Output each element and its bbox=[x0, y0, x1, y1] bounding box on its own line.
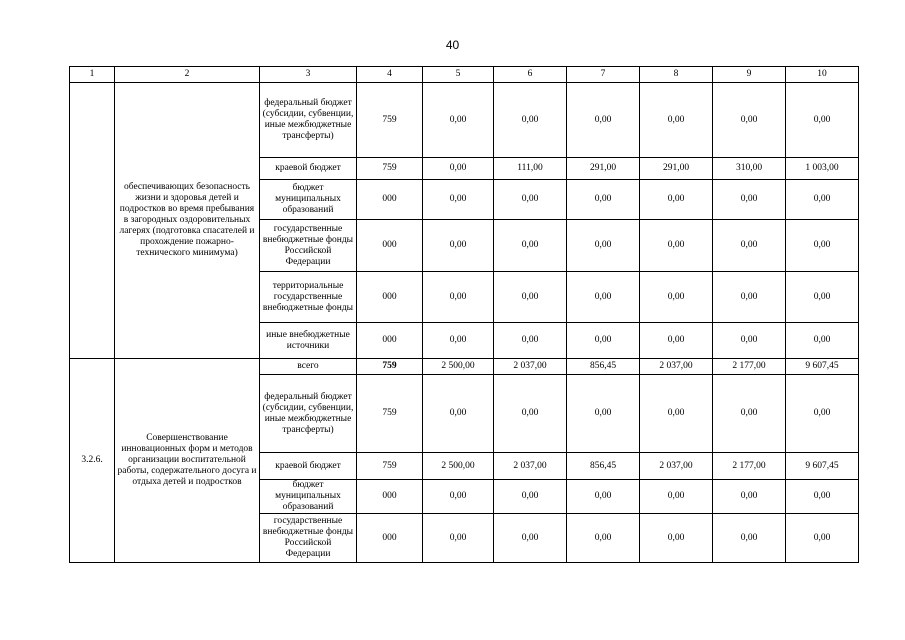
value-cell-v7: 0,00 bbox=[567, 220, 640, 272]
kbk-code: 000 bbox=[357, 514, 423, 563]
kbk-code: 000 bbox=[357, 180, 423, 220]
value-cell-v7: 0,00 bbox=[567, 180, 640, 220]
value-cell-v10: 0,00 bbox=[786, 480, 859, 514]
kbk-code: 000 bbox=[357, 480, 423, 514]
item-name: Совершенствование инновационных форм и методов организации воспитательной работы, содержательного досуга и отдыха детей и подростков bbox=[115, 359, 260, 563]
value-cell-v7: 0,00 bbox=[567, 375, 640, 453]
value-cell-v8: 0,00 bbox=[640, 514, 713, 563]
value-cell-v6: 0,00 bbox=[494, 480, 567, 514]
funding-source: бюджет муниципальных образований bbox=[260, 180, 357, 220]
funding-source: федеральный бюджет (субсидии, субвенции, иные межбюджетные трансферты) bbox=[260, 375, 357, 453]
col-header-1: 1 bbox=[70, 67, 115, 83]
value-cell-v9: 0,00 bbox=[713, 514, 786, 563]
header-row bbox=[70, 67, 859, 83]
funding-source: бюджет муниципальных образований bbox=[260, 480, 357, 514]
item-code: 3.2.6. bbox=[70, 359, 115, 563]
value-cell-v5: 0,00 bbox=[423, 323, 494, 359]
value-cell-v5: 2 500,00 bbox=[423, 359, 494, 375]
value-cell-v9: 0,00 bbox=[713, 323, 786, 359]
budget-table bbox=[69, 66, 859, 563]
value-cell-v8: 2 037,00 bbox=[640, 359, 713, 375]
kbk-code: 759 bbox=[357, 83, 423, 158]
value-cell-v5: 0,00 bbox=[423, 220, 494, 272]
value-cell-v6: 0,00 bbox=[494, 220, 567, 272]
funding-source: краевой бюджет bbox=[260, 158, 357, 180]
col-header-7: 7 bbox=[567, 67, 640, 83]
value-cell-v7: 0,00 bbox=[567, 272, 640, 323]
value-cell-v6: 0,00 bbox=[494, 180, 567, 220]
funding-source: федеральный бюджет (субсидии, субвенции, иные межбюджетные трансферты) bbox=[260, 83, 357, 158]
value-cell-v10: 0,00 bbox=[786, 514, 859, 563]
col-header-3: 3 bbox=[260, 67, 357, 83]
value-cell-v9: 0,00 bbox=[713, 480, 786, 514]
value-cell-v7: 0,00 bbox=[567, 514, 640, 563]
value-cell-v5: 0,00 bbox=[423, 375, 494, 453]
value-cell-v7: 291,00 bbox=[567, 158, 640, 180]
value-cell-v10: 0,00 bbox=[786, 375, 859, 453]
value-cell-v9: 2 177,00 bbox=[713, 453, 786, 480]
table-row bbox=[70, 83, 859, 158]
funding-source: иные внебюджетные источники bbox=[260, 323, 357, 359]
col-header-4: 4 bbox=[357, 67, 423, 83]
value-cell-v10: 0,00 bbox=[786, 220, 859, 272]
value-cell-v10: 9 607,45 bbox=[786, 359, 859, 375]
item-code bbox=[70, 83, 115, 359]
value-cell-v5: 0,00 bbox=[423, 158, 494, 180]
value-cell-v9: 0,00 bbox=[713, 272, 786, 323]
value-cell-v5: 0,00 bbox=[423, 83, 494, 158]
value-cell-v5: 0,00 bbox=[423, 272, 494, 323]
table-body bbox=[70, 83, 859, 563]
value-cell-v10: 0,00 bbox=[786, 180, 859, 220]
value-cell-v6: 0,00 bbox=[494, 514, 567, 563]
kbk-code: 759 bbox=[357, 453, 423, 480]
value-cell-v8: 0,00 bbox=[640, 220, 713, 272]
value-cell-v9: 2 177,00 bbox=[713, 359, 786, 375]
col-header-5: 5 bbox=[423, 67, 494, 83]
kbk-code: 000 bbox=[357, 220, 423, 272]
value-cell-v8: 0,00 bbox=[640, 272, 713, 323]
col-header-8: 8 bbox=[640, 67, 713, 83]
value-cell-v7: 856,45 bbox=[567, 359, 640, 375]
value-cell-v10: 0,00 bbox=[786, 272, 859, 323]
value-cell-v9: 310,00 bbox=[713, 158, 786, 180]
item-name: обеспечивающих безопасность жизни и здоровья детей и подростков во время пребывания в загородных оздоровительных лагерях (подготовка спасателей и прохождение пожарно-технического минимума) bbox=[115, 83, 260, 359]
kbk-code: 000 bbox=[357, 272, 423, 323]
value-cell-v8: 0,00 bbox=[640, 83, 713, 158]
value-cell-v5: 0,00 bbox=[423, 180, 494, 220]
value-cell-v10: 0,00 bbox=[786, 323, 859, 359]
value-cell-v8: 291,00 bbox=[640, 158, 713, 180]
funding-source: всего bbox=[260, 359, 357, 375]
value-cell-v8: 0,00 bbox=[640, 480, 713, 514]
value-cell-v9: 0,00 bbox=[713, 375, 786, 453]
value-cell-v8: 0,00 bbox=[640, 323, 713, 359]
value-cell-v9: 0,00 bbox=[713, 180, 786, 220]
kbk-code: 000 bbox=[357, 323, 423, 359]
kbk-code: 759 bbox=[357, 359, 423, 375]
value-cell-v7: 0,00 bbox=[567, 323, 640, 359]
funding-source: государственные внебюджетные фонды Российской Федерации bbox=[260, 514, 357, 563]
value-cell-v7: 856,45 bbox=[567, 453, 640, 480]
value-cell-v5: 0,00 bbox=[423, 480, 494, 514]
value-cell-v6: 0,00 bbox=[494, 323, 567, 359]
col-header-2: 2 bbox=[115, 67, 260, 83]
value-cell-v5: 0,00 bbox=[423, 514, 494, 563]
value-cell-v6: 2 037,00 bbox=[494, 359, 567, 375]
value-cell-v7: 0,00 bbox=[567, 83, 640, 158]
funding-source: краевой бюджет bbox=[260, 453, 357, 480]
page-number: 40 bbox=[445, 38, 460, 52]
value-cell-v6: 0,00 bbox=[494, 83, 567, 158]
col-header-10: 10 bbox=[786, 67, 859, 83]
table-row bbox=[70, 359, 859, 375]
value-cell-v6: 111,00 bbox=[494, 158, 567, 180]
value-cell-v6: 2 037,00 bbox=[494, 453, 567, 480]
funding-source: государственные внебюджетные фонды Российской Федерации bbox=[260, 220, 357, 272]
col-header-6: 6 bbox=[494, 67, 567, 83]
value-cell-v7: 0,00 bbox=[567, 480, 640, 514]
value-cell-v10: 0,00 bbox=[786, 83, 859, 158]
value-cell-v9: 0,00 bbox=[713, 83, 786, 158]
value-cell-v10: 9 607,45 bbox=[786, 453, 859, 480]
kbk-code: 759 bbox=[357, 375, 423, 453]
value-cell-v8: 0,00 bbox=[640, 375, 713, 453]
value-cell-v9: 0,00 bbox=[713, 220, 786, 272]
value-cell-v8: 0,00 bbox=[640, 180, 713, 220]
value-cell-v6: 0,00 bbox=[494, 375, 567, 453]
value-cell-v8: 2 037,00 bbox=[640, 453, 713, 480]
funding-source: территориальные государственные внебюджетные фонды bbox=[260, 272, 357, 323]
value-cell-v10: 1 003,00 bbox=[786, 158, 859, 180]
col-header-9: 9 bbox=[713, 67, 786, 83]
value-cell-v6: 0,00 bbox=[494, 272, 567, 323]
value-cell-v5: 2 500,00 bbox=[423, 453, 494, 480]
kbk-code: 759 bbox=[357, 158, 423, 180]
